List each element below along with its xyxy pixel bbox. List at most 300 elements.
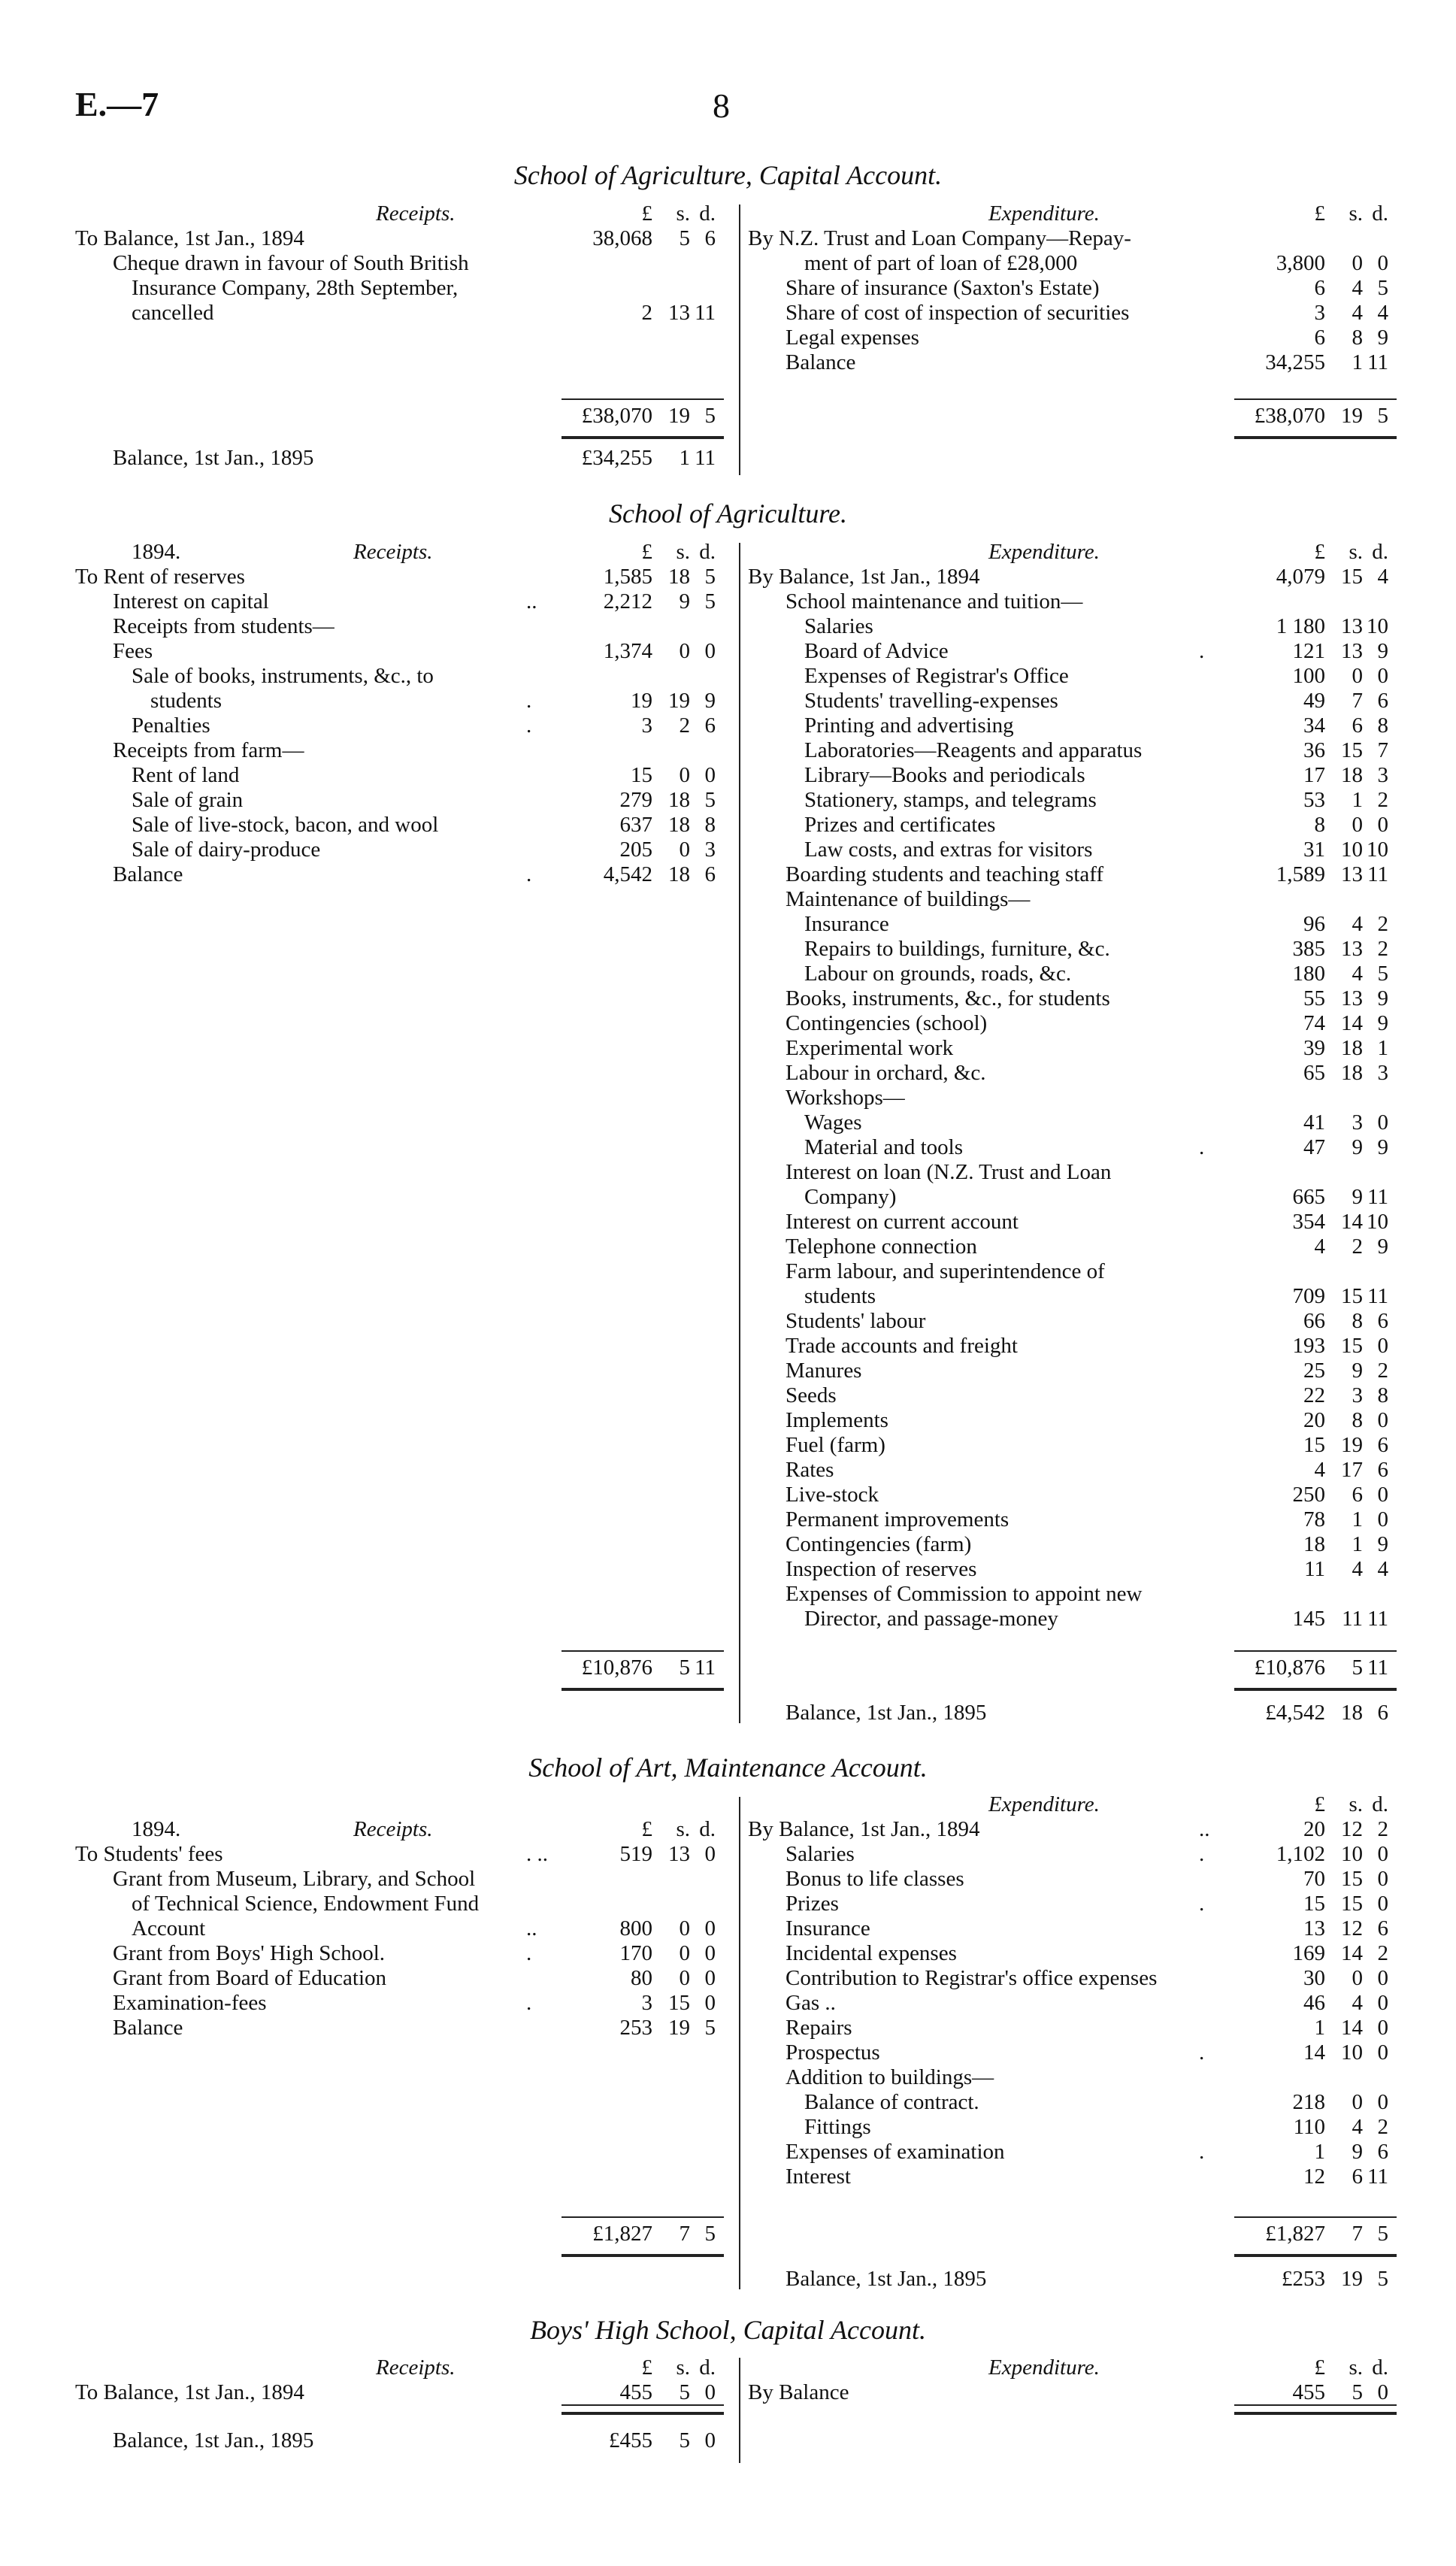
pence-cell: 3 bbox=[1377, 1061, 1388, 1085]
shillings-cell: 5 bbox=[679, 2428, 690, 2452]
item-label: Laboratories—Reagents and apparatus bbox=[804, 738, 1143, 762]
art-receipts bbox=[75, 1817, 729, 2040]
pence-cell: 0 bbox=[704, 1916, 716, 1940]
shillings-cell: 4 bbox=[1352, 301, 1363, 325]
expenditure-row bbox=[748, 813, 1402, 838]
agriculture-capital-expenditure bbox=[748, 201, 1402, 375]
pounds-cell: 218 bbox=[1292, 2090, 1325, 2114]
expenditure-row bbox=[748, 301, 1402, 326]
pounds-cell: 6 bbox=[1314, 326, 1325, 350]
total-double-rule bbox=[1234, 2254, 1397, 2257]
pounds-cell: 1 bbox=[1314, 2140, 1325, 2164]
expenditure-row bbox=[748, 350, 1402, 375]
item-label: Contribution to Registrar's office expenses bbox=[786, 1966, 1158, 1990]
pence-cell: 0 bbox=[704, 1941, 716, 1965]
pence-cell: 5 bbox=[1377, 962, 1388, 986]
balance-1895-row bbox=[75, 446, 729, 471]
expenditure-row bbox=[748, 1842, 1402, 1867]
item-label: Fittings bbox=[804, 2115, 871, 2139]
pence-cell: 7 bbox=[1377, 738, 1388, 762]
shillings-cell: 15 bbox=[1341, 1867, 1363, 1891]
shillings-cell: 6 bbox=[1352, 2165, 1363, 2189]
pounds-cell: 8 bbox=[1314, 813, 1325, 837]
pence-cell: d. bbox=[699, 1817, 716, 1841]
expenditure-row bbox=[748, 1036, 1402, 1061]
expenditure-row bbox=[748, 664, 1402, 689]
receipt-row bbox=[75, 1892, 729, 1916]
shillings-cell: 4 bbox=[1352, 1557, 1363, 1581]
leader-dots: .. bbox=[526, 1916, 537, 1940]
expenditure-row bbox=[748, 1334, 1402, 1359]
pence-cell: 8 bbox=[704, 813, 716, 837]
shillings-cell: s. bbox=[676, 1817, 690, 1841]
item-label: Legal expenses bbox=[786, 326, 919, 350]
item-label: Law costs, and extras for visitors bbox=[804, 838, 1093, 862]
item-label: of Technical Science, Endowment Fund bbox=[132, 1892, 480, 1916]
receipt-row bbox=[75, 1941, 729, 1966]
expenditure-row bbox=[748, 226, 1402, 251]
pounds-cell: 19 bbox=[631, 689, 652, 713]
receipt-row bbox=[75, 251, 729, 276]
item-label: Contingencies (school) bbox=[786, 1011, 988, 1035]
shillings-cell: 5 bbox=[679, 1656, 690, 1680]
pence-cell: 11 bbox=[695, 1656, 716, 1680]
leader-dots: . bbox=[1199, 2140, 1205, 2164]
shillings-cell: 1 bbox=[1352, 788, 1363, 812]
pence-cell: 0 bbox=[1377, 2016, 1388, 2040]
shillings-cell: 1 bbox=[1352, 350, 1363, 374]
leader-dots: . bbox=[1199, 1842, 1205, 1866]
leader-dots: . bbox=[1199, 1892, 1205, 1916]
expenditure-column-header bbox=[748, 2355, 1402, 2380]
pounds-cell: £ bbox=[641, 1817, 652, 1841]
column-divider bbox=[739, 1797, 740, 2289]
shillings-cell: 5 bbox=[1352, 1656, 1363, 1680]
expenditure-row bbox=[748, 1086, 1402, 1110]
shillings-cell: 0 bbox=[679, 763, 690, 787]
item-label: Boarding students and teaching staff bbox=[786, 862, 1104, 886]
expenditure-row bbox=[748, 1408, 1402, 1433]
shillings-cell: 18 bbox=[668, 565, 690, 589]
shillings-cell: 0 bbox=[1352, 1966, 1363, 1990]
balance-1895-row bbox=[75, 2428, 729, 2453]
receipt-row bbox=[75, 788, 729, 813]
pence-cell: 2 bbox=[1377, 2115, 1388, 2139]
pounds-cell: 15 bbox=[1303, 1433, 1325, 1457]
expenditure-row bbox=[748, 962, 1402, 986]
expenditure-row bbox=[748, 2165, 1402, 2189]
pence-cell: 10 bbox=[1367, 1210, 1388, 1234]
pounds-cell: 3 bbox=[641, 713, 652, 738]
balance-label: Balance, 1st Jan., 1895 bbox=[113, 446, 314, 470]
expenditure-row bbox=[748, 2040, 1402, 2065]
pence-cell: 6 bbox=[704, 862, 716, 886]
item-label: Prospectus bbox=[786, 2040, 880, 2065]
item-label: Workshops— bbox=[786, 1086, 905, 1110]
shillings-cell: 11 bbox=[1342, 1607, 1363, 1631]
total-double-rule bbox=[562, 2254, 724, 2257]
shillings-cell: 0 bbox=[1352, 2090, 1363, 2114]
pence-cell: 5 bbox=[1377, 2267, 1388, 2291]
expenditure-row bbox=[748, 1458, 1402, 1483]
pounds-cell: 4 bbox=[1314, 1458, 1325, 1482]
pounds-cell: 250 bbox=[1292, 1483, 1325, 1507]
item-label: Rates bbox=[786, 1458, 834, 1482]
shillings-cell: 18 bbox=[1341, 1061, 1363, 1085]
item-label: Labour in orchard, &c. bbox=[786, 1061, 986, 1085]
shillings-cell: 4 bbox=[1352, 1991, 1363, 2015]
shillings-cell: 15 bbox=[1341, 1892, 1363, 1916]
shillings-cell: s. bbox=[1349, 2355, 1363, 2380]
pence-cell: 8 bbox=[1377, 1383, 1388, 1407]
pounds-cell: £10,876 bbox=[1254, 1656, 1325, 1680]
expenditure-row bbox=[748, 1110, 1402, 1135]
total-rule bbox=[562, 1650, 724, 1652]
shillings-cell: 4 bbox=[1352, 962, 1363, 986]
shillings-cell: 18 bbox=[668, 813, 690, 837]
pounds-cell: 665 bbox=[1292, 1185, 1325, 1209]
shillings-cell: 13 bbox=[1341, 986, 1363, 1010]
expenditure-row bbox=[748, 1433, 1402, 1458]
expenditure-row bbox=[748, 1991, 1402, 2016]
total-double-rule bbox=[1234, 1688, 1397, 1691]
shillings-cell: 19 bbox=[668, 689, 690, 713]
item-label: Insurance bbox=[804, 912, 889, 936]
pounds-cell: £ bbox=[641, 540, 652, 564]
leader-dots: . bbox=[526, 862, 532, 886]
totals-row bbox=[75, 2222, 1402, 2246]
expenditure-row bbox=[748, 1185, 1402, 1210]
pounds-cell: £ bbox=[1314, 2355, 1325, 2380]
expenditure-row bbox=[748, 639, 1402, 664]
pence-cell: 10 bbox=[1367, 838, 1388, 862]
item-label: Balance bbox=[113, 862, 183, 886]
shillings-cell: 4 bbox=[1352, 2115, 1363, 2139]
item-label: Salaries bbox=[786, 1842, 855, 1866]
pence-cell: 11 bbox=[1367, 2165, 1388, 2189]
receipt-row bbox=[75, 738, 729, 763]
pence-cell: 11 bbox=[1367, 1656, 1388, 1680]
shillings-cell: 13 bbox=[1341, 639, 1363, 663]
item-label: Incidental expenses bbox=[786, 1941, 957, 1965]
shillings-cell: 15 bbox=[1341, 565, 1363, 589]
item-label: To Balance, 1st Jan., 1894 bbox=[75, 2380, 304, 2404]
pounds-cell: 18 bbox=[1303, 1532, 1325, 1556]
shillings-cell: 6 bbox=[1352, 1483, 1363, 1507]
shillings-cell: 14 bbox=[1341, 1210, 1363, 1234]
receipt-row bbox=[75, 226, 729, 251]
total-double-rule bbox=[562, 1688, 724, 1691]
pounds-cell: 30 bbox=[1303, 1966, 1325, 1990]
expenditure-row bbox=[748, 565, 1402, 589]
shillings-cell: s. bbox=[676, 201, 690, 226]
pence-cell: 2 bbox=[1377, 937, 1388, 961]
leader-dots: . bbox=[526, 689, 532, 713]
item-label: Addition to buildings— bbox=[786, 2065, 994, 2089]
pounds-cell: 1,102 bbox=[1276, 1842, 1325, 1866]
item-label: Bonus to life classes bbox=[786, 1867, 964, 1891]
pounds-cell: 1 bbox=[1314, 2016, 1325, 2040]
pounds-cell: 455 bbox=[619, 2380, 652, 2404]
expenditure-row bbox=[748, 251, 1402, 276]
receipts-heading: Receipts. bbox=[376, 2355, 456, 2380]
receipts-column-header bbox=[75, 2355, 729, 2380]
pounds-cell: 15 bbox=[631, 763, 652, 787]
expenditure-row bbox=[748, 1892, 1402, 1916]
shillings-cell: 9 bbox=[1352, 1185, 1363, 1209]
pence-cell: 5 bbox=[704, 2222, 716, 2246]
shillings-cell: s. bbox=[676, 540, 690, 564]
pounds-cell: 3 bbox=[641, 1991, 652, 2015]
item-label: Repairs to buildings, furniture, &c. bbox=[804, 937, 1110, 961]
shillings-cell: 0 bbox=[679, 639, 690, 663]
pence-cell: 5 bbox=[704, 2016, 716, 2040]
art-balance-1895 bbox=[748, 2267, 1402, 2292]
item-label: Interest bbox=[786, 2165, 851, 2189]
pounds-cell: 25 bbox=[1303, 1359, 1325, 1383]
pounds-cell: 15 bbox=[1303, 1892, 1325, 1916]
shillings-cell: 2 bbox=[679, 713, 690, 738]
pounds-cell: 4,542 bbox=[603, 862, 652, 886]
pounds-cell: 2,212 bbox=[603, 589, 652, 613]
shillings-cell: 12 bbox=[1341, 1916, 1363, 1940]
pence-cell: d. bbox=[1372, 540, 1388, 564]
pounds-cell: £253 bbox=[1282, 2267, 1325, 2291]
item-label: Telephone connection bbox=[786, 1235, 977, 1259]
shillings-cell: 14 bbox=[1341, 1011, 1363, 1035]
pence-cell: 5 bbox=[1377, 276, 1388, 300]
agriculture-totals bbox=[75, 1656, 1402, 1680]
art-totals bbox=[75, 2222, 1402, 2246]
section-title-art-maintenance: School of Art, Maintenance Account. bbox=[528, 1753, 928, 1783]
pounds-cell: 12 bbox=[1303, 2165, 1325, 2189]
expenditure-row bbox=[748, 1507, 1402, 1532]
item-label: Account bbox=[132, 1916, 206, 1940]
item-label: Director, and passage-money bbox=[804, 1607, 1058, 1631]
expenditure-heading: Expenditure. bbox=[988, 201, 1100, 226]
item-label: Expenses of examination bbox=[786, 2140, 1005, 2164]
shillings-cell: 15 bbox=[668, 1991, 690, 2015]
pence-cell: 5 bbox=[704, 565, 716, 589]
item-label: Repairs bbox=[786, 2016, 852, 2040]
receipt-row bbox=[75, 1842, 729, 1867]
shillings-cell: 3 bbox=[1352, 1383, 1363, 1407]
shillings-cell: 14 bbox=[1341, 1941, 1363, 1965]
item-label: Books, instruments, &c., for students bbox=[786, 986, 1110, 1010]
expenditure-row bbox=[748, 1867, 1402, 1892]
pounds-cell: £455 bbox=[609, 2428, 652, 2452]
item-label: Stationery, stamps, and telegrams bbox=[804, 788, 1097, 812]
pence-cell: 0 bbox=[704, 1842, 716, 1866]
pounds-cell: 46 bbox=[1303, 1991, 1325, 2015]
pounds-cell: 70 bbox=[1303, 1867, 1325, 1891]
pence-cell: 5 bbox=[704, 589, 716, 613]
pence-cell: 9 bbox=[1377, 1235, 1388, 1259]
pounds-cell: 34,255 bbox=[1265, 350, 1325, 374]
shillings-cell: 0 bbox=[679, 838, 690, 862]
pounds-cell: 180 bbox=[1292, 962, 1325, 986]
item-label: Salaries bbox=[804, 614, 873, 638]
pence-cell: 0 bbox=[1377, 1483, 1388, 1507]
expenditure-row bbox=[748, 713, 1402, 738]
shillings-cell: 19 bbox=[668, 404, 690, 428]
item-label: Insurance Company, 28th September, bbox=[132, 276, 459, 300]
pounds-cell: 121 bbox=[1292, 639, 1325, 663]
leader-dots: .. bbox=[1199, 1817, 1210, 1841]
item-label: Sale of books, instruments, &c., to bbox=[132, 664, 434, 688]
item-label: Prizes bbox=[786, 1892, 839, 1916]
pounds-cell: 13 bbox=[1303, 1916, 1325, 1940]
pence-cell: 0 bbox=[1377, 1408, 1388, 1432]
pence-cell: 9 bbox=[704, 689, 716, 713]
item-label: Penalties bbox=[132, 713, 210, 738]
shillings-cell: 7 bbox=[1352, 2222, 1363, 2246]
expenditure-row bbox=[748, 2090, 1402, 2115]
shillings-cell: 15 bbox=[1341, 1334, 1363, 1358]
pence-cell: 9 bbox=[1377, 1011, 1388, 1035]
shillings-cell: 4 bbox=[1352, 912, 1363, 936]
expenditure-column-header bbox=[748, 201, 1402, 226]
shillings-cell: 15 bbox=[1341, 738, 1363, 762]
leader-dots: . .. bbox=[526, 1842, 548, 1866]
pounds-cell: 1,589 bbox=[1276, 862, 1325, 886]
pence-cell: 0 bbox=[1377, 1966, 1388, 1990]
pence-cell: 2 bbox=[1377, 1941, 1388, 1965]
expenditure-row bbox=[748, 1160, 1402, 1185]
pounds-cell: 31 bbox=[1303, 838, 1325, 862]
item-label: To Balance, 1st Jan., 1894 bbox=[75, 226, 304, 250]
item-label: Expenses of Registrar's Office bbox=[804, 664, 1069, 688]
pounds-cell: £ bbox=[1314, 540, 1325, 564]
pence-cell: 2 bbox=[1377, 912, 1388, 936]
pence-cell: 0 bbox=[704, 639, 716, 663]
pounds-cell: 39 bbox=[1303, 1036, 1325, 1060]
expenditure-row bbox=[748, 986, 1402, 1011]
pounds-cell: £34,255 bbox=[581, 446, 652, 470]
item-label: Company) bbox=[804, 1185, 897, 1209]
pounds-cell: 3,800 bbox=[1276, 251, 1325, 275]
receipt-row bbox=[75, 614, 729, 639]
pounds-cell: 279 bbox=[619, 788, 652, 812]
item-label: Insurance bbox=[786, 1916, 870, 1940]
shillings-cell: 10 bbox=[1341, 1842, 1363, 1866]
balance-1895-row bbox=[748, 1701, 1402, 1725]
pence-cell: 11 bbox=[1367, 1607, 1388, 1631]
item-label: By Balance, 1st Jan., 1894 bbox=[748, 565, 980, 589]
leader-dots: . bbox=[1199, 639, 1205, 663]
expenditure-row bbox=[748, 2140, 1402, 2165]
expenditure-row bbox=[748, 912, 1402, 937]
pounds-cell: 709 bbox=[1292, 1284, 1325, 1308]
pounds-cell: 100 bbox=[1292, 664, 1325, 688]
pounds-cell: 47 bbox=[1303, 1135, 1325, 1159]
pounds-cell: 80 bbox=[631, 1966, 652, 1990]
pounds-cell: £4,542 bbox=[1265, 1701, 1325, 1725]
item-label: Contingencies (farm) bbox=[786, 1532, 972, 1556]
expenditure-row bbox=[748, 862, 1402, 887]
expenditure-row bbox=[748, 1061, 1402, 1086]
receipt-row bbox=[75, 763, 729, 788]
item-label: Interest on capital bbox=[113, 589, 269, 613]
pounds-cell: 205 bbox=[619, 838, 652, 862]
pounds-cell: 22 bbox=[1303, 1383, 1325, 1407]
page-number: 8 bbox=[713, 86, 730, 125]
item-label: Receipts from students— bbox=[113, 614, 334, 638]
item-label: Live-stock bbox=[786, 1483, 879, 1507]
shillings-cell: s. bbox=[1349, 201, 1363, 226]
pence-cell: 0 bbox=[1377, 2380, 1388, 2404]
shillings-cell: 8 bbox=[1352, 326, 1363, 350]
leader-dots: .. bbox=[526, 589, 537, 613]
section-title-boys-high-school: Boys' High School, Capital Account. bbox=[530, 2315, 926, 2345]
leader-dots: . bbox=[526, 1991, 532, 2015]
item-label: Balance bbox=[113, 2016, 183, 2040]
receipt-row bbox=[75, 1916, 729, 1941]
total-rule bbox=[1234, 1650, 1397, 1652]
expenditure-row bbox=[748, 887, 1402, 912]
boys-high-receipts bbox=[75, 2355, 729, 2405]
pounds-cell: 385 bbox=[1292, 937, 1325, 961]
pence-cell: 9 bbox=[1377, 326, 1388, 350]
shillings-cell: 18 bbox=[668, 788, 690, 812]
shillings-cell: 19 bbox=[1341, 404, 1363, 428]
pence-cell: 0 bbox=[1377, 251, 1388, 275]
item-label: By Balance, 1st Jan., 1894 bbox=[748, 1817, 980, 1841]
pounds-cell: 2 bbox=[641, 301, 652, 325]
agriculture-receipts bbox=[75, 540, 729, 887]
shillings-cell: 13 bbox=[668, 301, 690, 325]
shillings-cell: 18 bbox=[1341, 763, 1363, 787]
expenditure-row bbox=[748, 1966, 1402, 1991]
expenditure-row bbox=[748, 589, 1402, 614]
pence-cell: 6 bbox=[704, 226, 716, 250]
pence-cell: 0 bbox=[704, 2380, 716, 2404]
pounds-cell: £10,876 bbox=[581, 1656, 652, 1680]
shillings-cell: 0 bbox=[679, 1916, 690, 1940]
item-label: Printing and advertising bbox=[804, 713, 1014, 738]
pence-cell: 5 bbox=[1377, 404, 1388, 428]
shillings-cell: 4 bbox=[1352, 276, 1363, 300]
pence-cell: 0 bbox=[704, 1991, 716, 2015]
item-label: Share of insurance (Saxton's Estate) bbox=[786, 276, 1100, 300]
item-label: Gas .. bbox=[786, 1991, 836, 2015]
item-label: Fees bbox=[113, 639, 153, 663]
pounds-cell: 1 180 bbox=[1276, 614, 1325, 638]
receipt-row bbox=[75, 2016, 729, 2040]
shillings-cell: s. bbox=[1349, 540, 1363, 564]
expenditure-row bbox=[748, 1210, 1402, 1235]
pounds-cell: 169 bbox=[1292, 1941, 1325, 1965]
pounds-cell: 637 bbox=[619, 813, 652, 837]
expenditure-row bbox=[748, 1359, 1402, 1383]
shillings-cell: 5 bbox=[1352, 2380, 1363, 2404]
year-label: 1894. bbox=[132, 1817, 181, 1841]
pounds-cell: £ bbox=[641, 2355, 652, 2380]
pounds-cell: 36 bbox=[1303, 738, 1325, 762]
pence-cell: 9 bbox=[1377, 986, 1388, 1010]
agriculture-expenditure bbox=[748, 540, 1402, 1631]
item-label: Examination-fees bbox=[113, 1991, 267, 2015]
item-label: Sale of live-stock, bacon, and wool bbox=[132, 813, 439, 837]
column-divider bbox=[739, 204, 740, 475]
pounds-cell: 66 bbox=[1303, 1309, 1325, 1333]
pence-cell: 3 bbox=[704, 838, 716, 862]
item-label: Interest on loan (N.Z. Trust and Loan bbox=[786, 1160, 1112, 1184]
item-label: ment of part of loan of £28,000 bbox=[804, 251, 1078, 275]
shillings-cell: s. bbox=[1349, 1792, 1363, 1816]
pence-cell: 1 bbox=[1377, 1036, 1388, 1060]
item-label: Grant from Board of Education bbox=[113, 1966, 387, 1990]
